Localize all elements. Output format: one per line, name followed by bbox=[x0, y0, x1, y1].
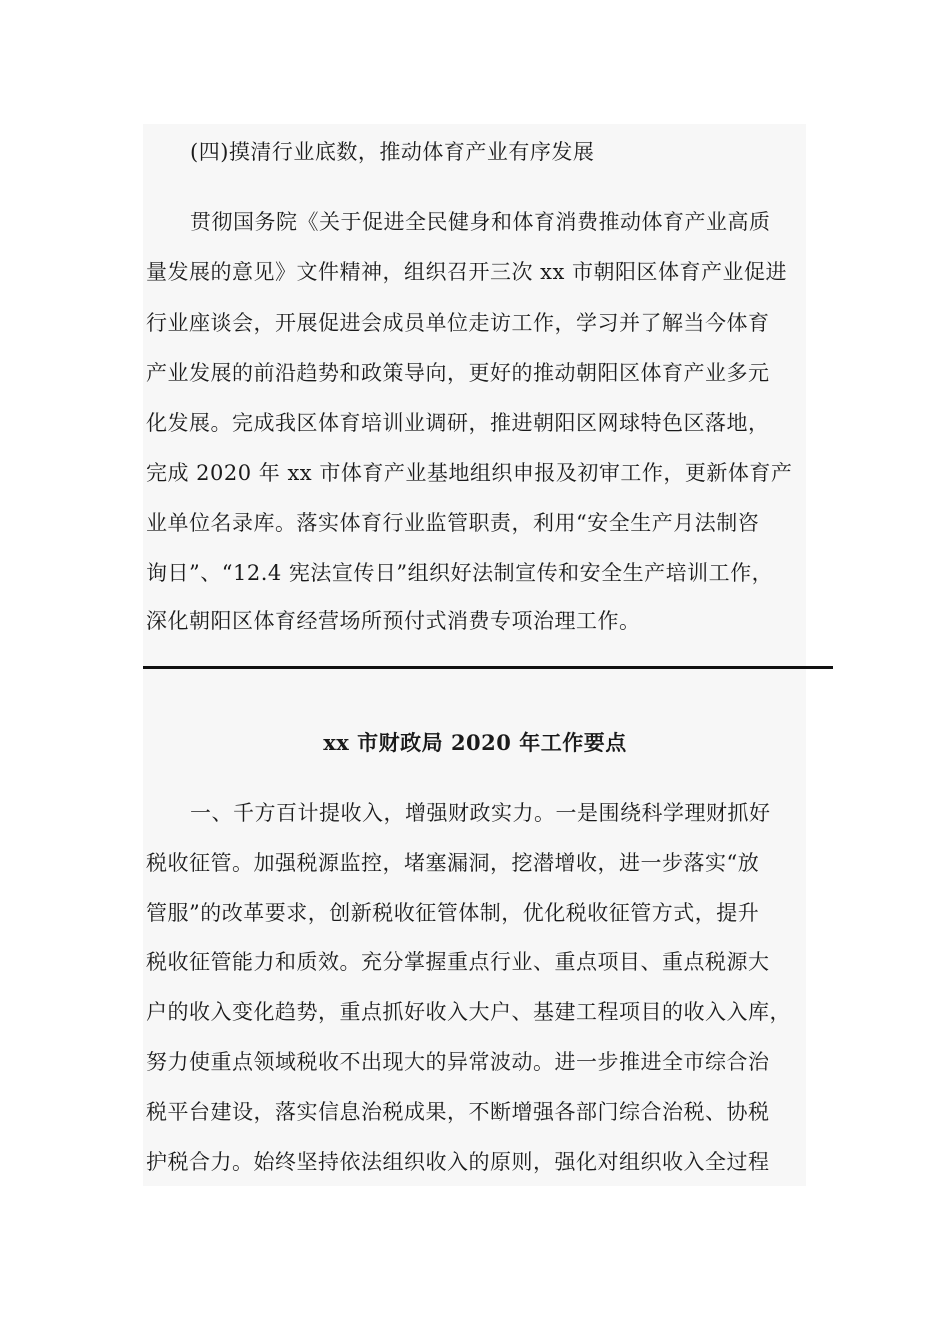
paragraph-line: 量发展的意见》文件精神，组织召开三次 xx 市朝阳区体育产业促进 bbox=[146, 260, 788, 284]
paragraph-line: 贯彻国务院《关于促进全民健身和体育消费推动体育产业高质 bbox=[190, 210, 771, 234]
paragraph-line: 努力使重点领域税收不出现大的异常波动。进一步推进全市综合治 bbox=[146, 1050, 770, 1074]
paragraph-line: 化发展。完成我区体育培训业调研，推进朝阳区网球特色区落地， bbox=[146, 411, 770, 435]
paragraph-line: 深化朝阳区体育经营场所预付式消费专项治理工作。 bbox=[146, 609, 641, 633]
paragraph-line: 护税合力。始终坚持依法组织收入的原则，强化对组织收入全过程 bbox=[146, 1150, 770, 1174]
paragraph-line: 询日”、“12.4 宪法宣传日”组织好法制宣传和安全生产培训工作， bbox=[146, 561, 774, 585]
paragraph-line: 一、千方百计提收入，增强财政实力。一是围绕科学理财抓好 bbox=[190, 801, 771, 825]
section-divider bbox=[143, 666, 833, 669]
paragraph-line: 税平台建设，落实信息治税成果，不断增强各部门综合治税、协税 bbox=[146, 1100, 770, 1124]
paragraph-line: 产业发展的前沿趋势和政策导向，更好的推动朝阳区体育产业多元 bbox=[146, 361, 770, 385]
paragraph-line: 业单位名录库。落实体育行业监管职责，利用“安全生产月法制咨 bbox=[146, 511, 760, 535]
paragraph-line: 行业座谈会，开展促进会成员单位走访工作，学习并了解当今体育 bbox=[146, 311, 770, 335]
paragraph-line: 税收征管能力和质效。充分掌握重点行业、重点项目、重点税源大 bbox=[146, 950, 770, 974]
document-title: xx 市财政局 2020 年工作要点 bbox=[323, 730, 627, 755]
paragraph-line: 税收征管。加强税源监控，堵塞漏洞，挖潜增收，进一步落实“放 bbox=[146, 851, 760, 875]
paragraph-line: 管服”的改革要求，创新税收征管体制，优化税收征管方式，提升 bbox=[146, 901, 760, 925]
paragraph-line: 完成 2020 年 xx 市体育产业基地组织申报及初审工作，更新体育产 bbox=[146, 461, 793, 485]
section-heading: (四)摸清行业底数，推动体育产业有序发展 bbox=[190, 140, 595, 164]
paragraph-line: 户的收入变化趋势，重点抓好收入大户、基建工程项目的收入入库， bbox=[146, 1000, 791, 1024]
